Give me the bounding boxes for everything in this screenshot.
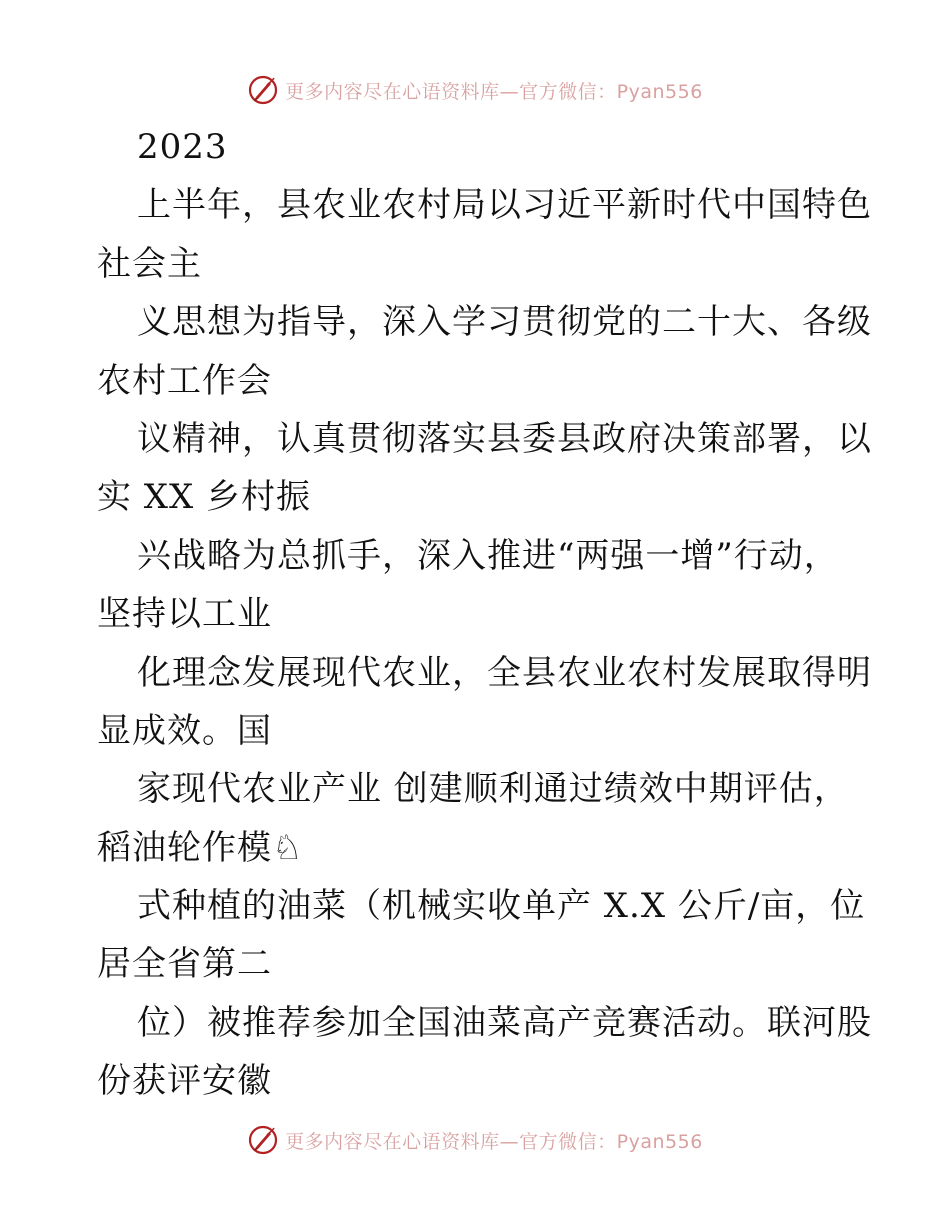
text-line: 实 XX 乡村振 xyxy=(97,477,312,518)
text-line: 显成效。国 xyxy=(97,710,272,751)
text-line: 坚持以工业 xyxy=(97,594,272,635)
text-line: 份获评安徽 xyxy=(97,1061,272,1102)
footer-watermark xyxy=(0,1120,950,1160)
text-line: 社会主 xyxy=(97,243,202,284)
text-line: 化理念发展现代农业，全县农业农村发展取得明 xyxy=(137,652,872,693)
text-line: 议精神，认真贯彻落实县委县政府决策部署，以 xyxy=(137,418,872,459)
text-line: 上半年，县农业农村局以习近平新时代中国特色 xyxy=(137,185,872,226)
watermark-text: 更多内容尽在心语资料库—官方微信：Pyan556 xyxy=(285,80,703,103)
header-watermark xyxy=(0,70,950,110)
watermark-text: 更多内容尽在心语资料库—官方微信：Pyan556 xyxy=(285,1130,703,1153)
text-line: 2023 xyxy=(137,127,228,167)
text-line: 农村工作会 xyxy=(97,360,272,401)
text-line: 稻油轮作模♘ xyxy=(97,827,304,868)
text-line: 式种植的油菜（机械实收单产 X.X 公斤/亩，位 xyxy=(137,886,866,927)
document-body xyxy=(97,118,872,1111)
text-line: 家现代农业产业 创建顺利通过绩效中期评估， xyxy=(137,769,849,810)
text-line: 位）被推荐参加全国油菜高产竞赛活动。联河股 xyxy=(137,1002,872,1043)
text-line: 义思想为指导，深入学习贯彻党的二十大、各级 xyxy=(137,302,872,343)
text-line: 兴战略为总抓手，深入推进“两强一增”行动， xyxy=(137,535,839,576)
text-line: 居全省第二 xyxy=(97,944,272,985)
quill-pen-icon xyxy=(247,1124,279,1156)
quill-pen-icon xyxy=(247,74,279,106)
